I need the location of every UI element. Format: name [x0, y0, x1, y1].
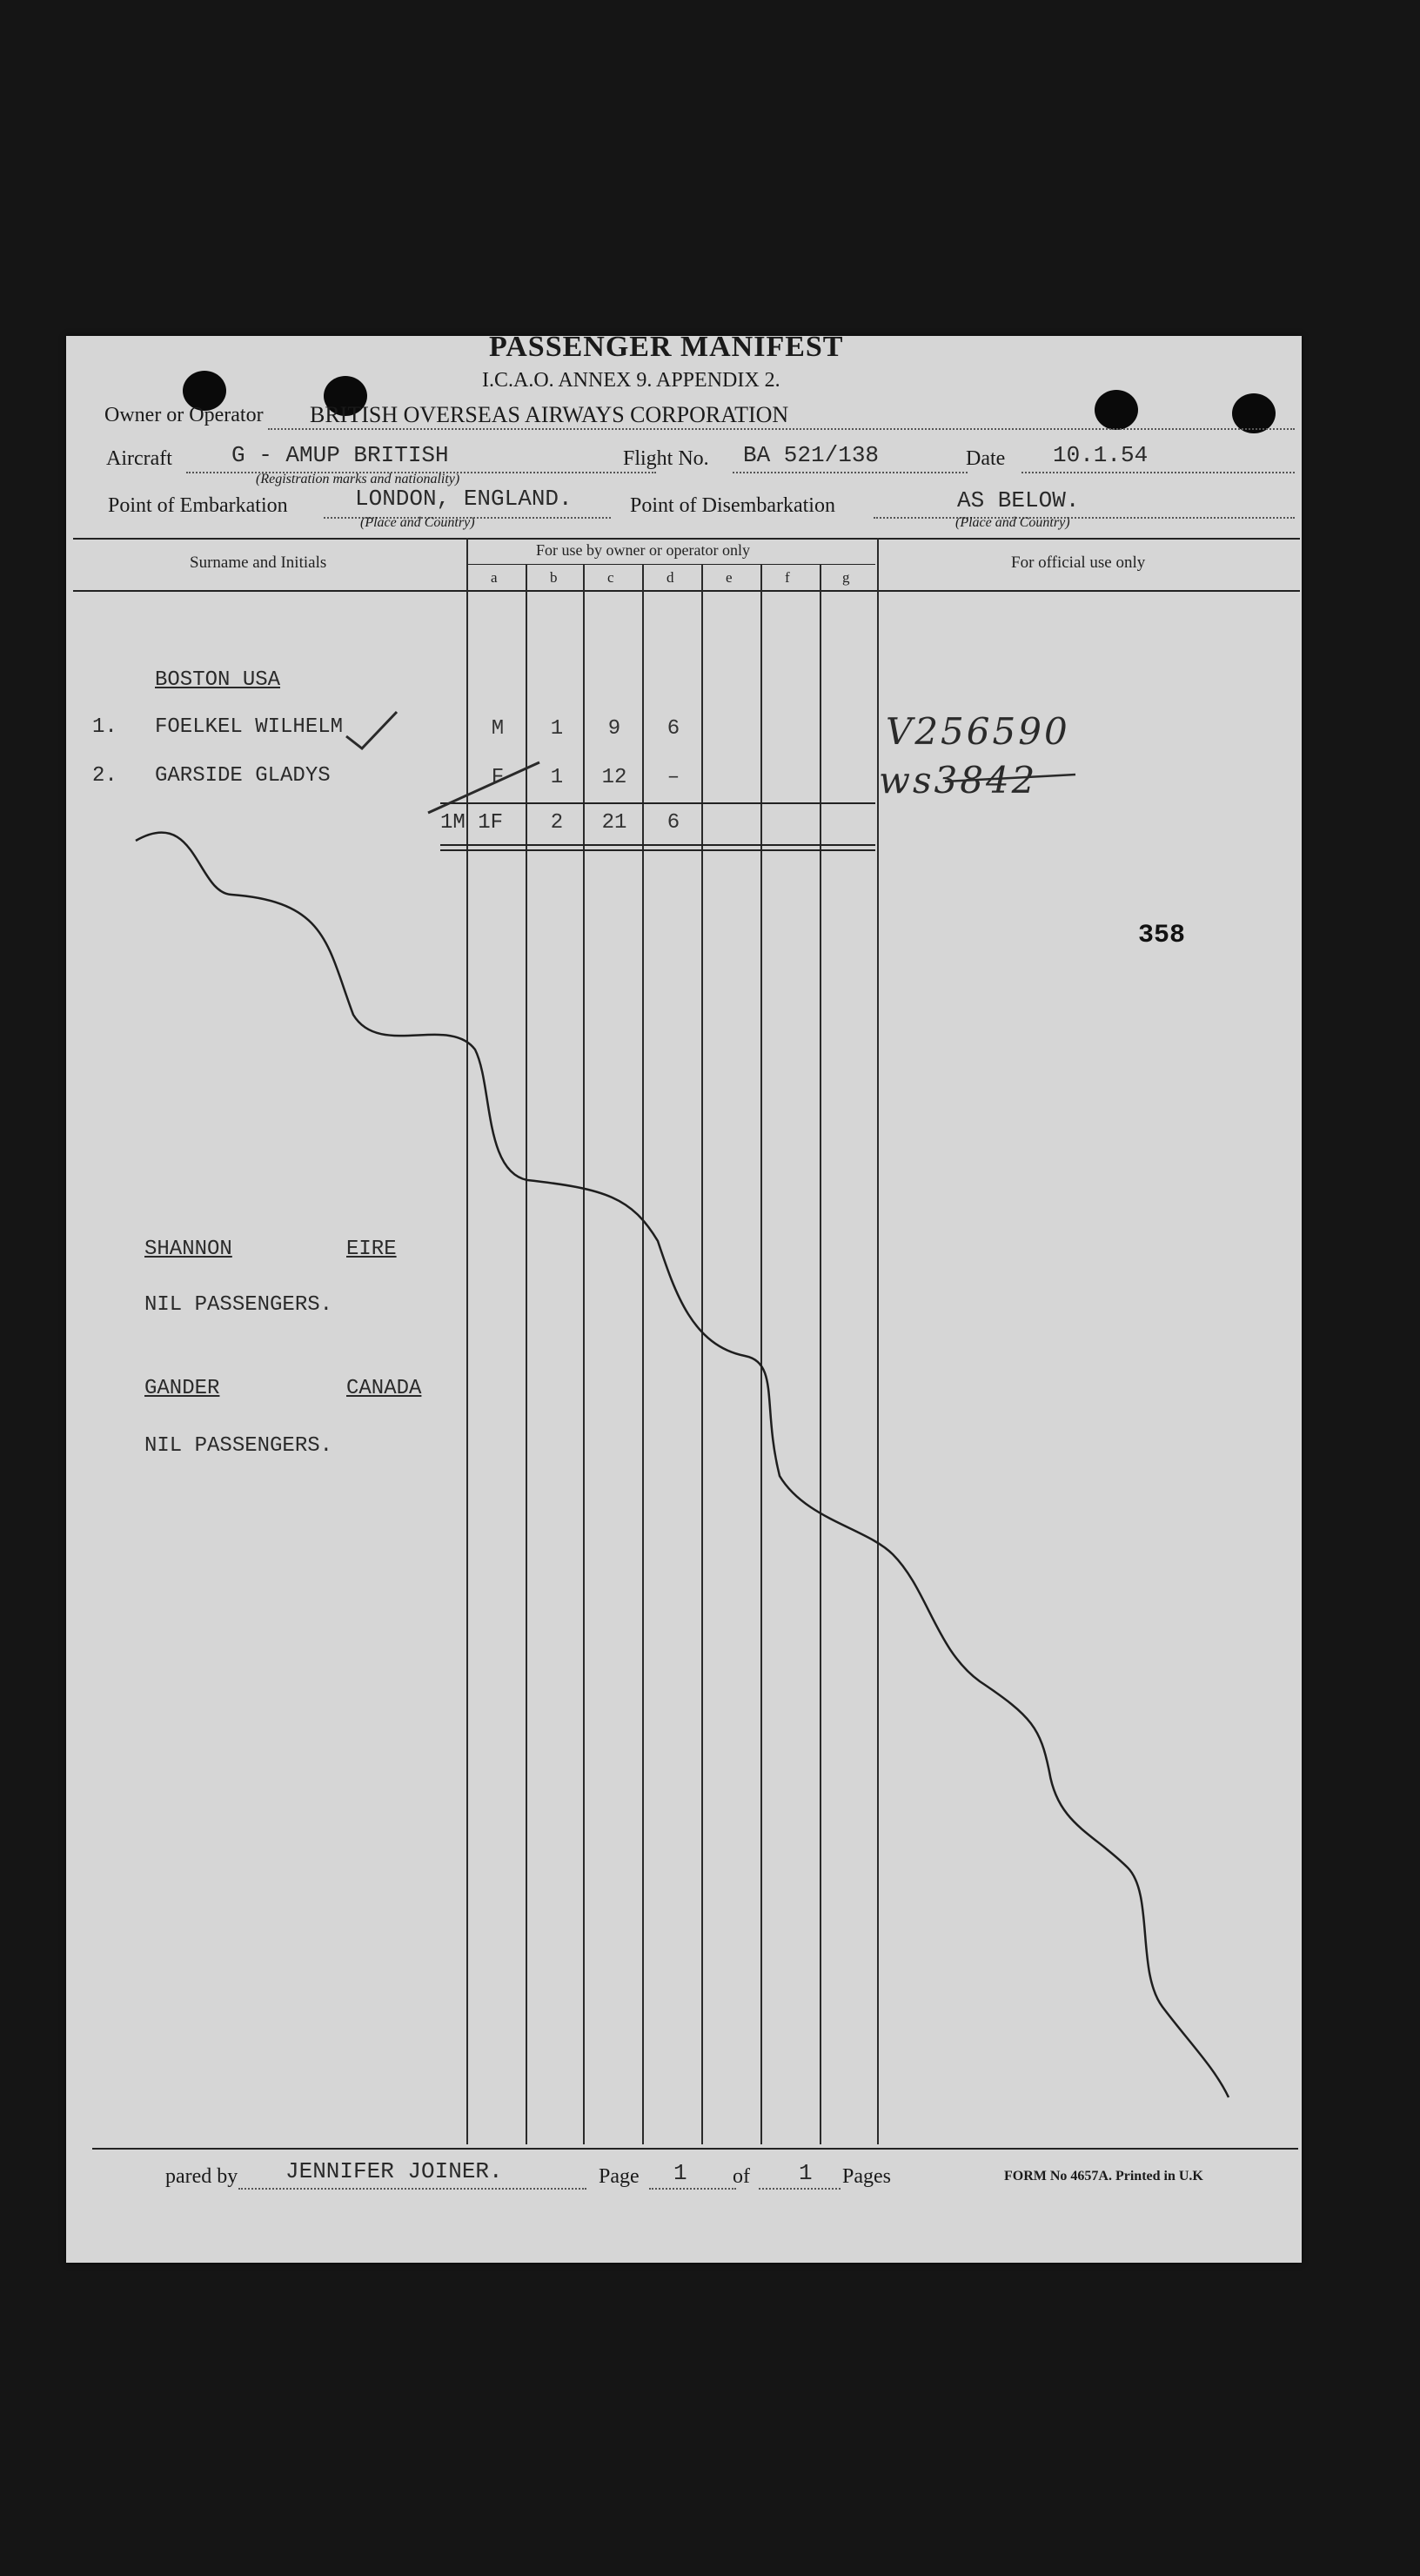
passenger-count: 1 [550, 766, 564, 789]
stamp-number: 358 [1138, 921, 1186, 950]
of-value: 1 [799, 2160, 813, 2186]
disembark-label: Point of Disembarkation [630, 494, 835, 517]
subcolumn-e: e [726, 569, 733, 586]
embark-label: Point of Embarkation [108, 494, 288, 517]
form-number: FORM No 4657A. Printed in U.K [1004, 2169, 1203, 2184]
registration-note: (Registration marks and nationality) [256, 472, 460, 486]
disembark-note: (Place and Country) [955, 515, 1070, 530]
prepared-value: JENNIFER JOINER. [285, 2158, 503, 2184]
subcolumn-b: b [550, 569, 558, 586]
stop-country: EIRE [346, 1238, 397, 1261]
cancellation-line [136, 833, 1229, 2097]
owner-value: BRITISH OVERSEAS AIRWAYS CORPORATION [310, 402, 789, 427]
official-underline [945, 775, 1075, 782]
totals-b: 2 [550, 811, 564, 835]
official-use-header: For official use only [1011, 553, 1146, 572]
stop-place: GANDER [144, 1377, 220, 1400]
passenger-count: 1 [550, 717, 564, 741]
pages-label: Pages [842, 2165, 891, 2188]
totals-d: 6 [666, 811, 680, 835]
slash-mark [428, 762, 539, 813]
disembark-value: AS BELOW. [957, 487, 1080, 513]
handwritten-marks [66, 336, 1302, 2263]
totals-sex: 1M 1F [440, 811, 504, 835]
subcolumn-f: f [785, 569, 790, 586]
form-subtitle: I.C.A.O. ANNEX 9. APPENDIX 2. [482, 369, 780, 392]
stop-place: SHANNON [144, 1238, 232, 1261]
surname-column-header: Surname and Initials [190, 553, 327, 572]
stop-note: NIL PASSENGERS. [144, 1434, 333, 1458]
of-label: of [733, 2165, 750, 2188]
totals-c: 21 [601, 811, 627, 835]
prepared-label: pared by [165, 2165, 238, 2188]
official-entry: ws3842 [879, 759, 1038, 802]
destination-heading: BOSTON USA [155, 668, 281, 692]
owner-use-header: For use by owner or operator only [536, 541, 750, 559]
passenger-number: 2. [92, 764, 117, 788]
subcolumn-c: c [607, 569, 614, 586]
subcolumn-a: a [491, 569, 498, 586]
embark-note: (Place and Country) [360, 515, 475, 530]
passenger-c: 9 [607, 717, 621, 741]
passenger-d: 6 [666, 717, 680, 741]
passenger-number: 1. [92, 715, 117, 739]
passenger-c: 12 [601, 766, 627, 789]
official-entry: V256590 [886, 710, 1070, 753]
flight-value: BA 521/138 [743, 442, 880, 468]
embark-value: LONDON, ENGLAND. [355, 486, 573, 512]
stop-country: CANADA [346, 1377, 422, 1400]
passenger-d: – [666, 766, 680, 789]
passenger-name: GARSIDE GLADYS [155, 764, 331, 788]
subcolumn-g: g [842, 569, 850, 586]
manifest-page [66, 331, 1302, 2263]
flight-label: Flight No. [623, 447, 709, 470]
aircraft-label: Aircraft [106, 447, 172, 470]
aircraft-value: G - AMUP BRITISH [231, 442, 449, 468]
page-label: Page [599, 2165, 640, 2188]
owner-label: Owner or Operator [104, 404, 264, 426]
form-title: PASSENGER MANIFEST [489, 331, 844, 363]
date-value: 10.1.54 [1053, 442, 1149, 468]
passenger-sex: M [491, 717, 505, 741]
passenger-name: FOELKEL WILHELM [155, 715, 344, 739]
passenger-sex: F [491, 766, 505, 789]
subcolumn-d: d [666, 569, 674, 586]
check-mark [346, 712, 397, 748]
stop-note: NIL PASSENGERS. [144, 1293, 333, 1317]
date-label: Date [966, 447, 1006, 470]
page-value: 1 [673, 2160, 687, 2186]
